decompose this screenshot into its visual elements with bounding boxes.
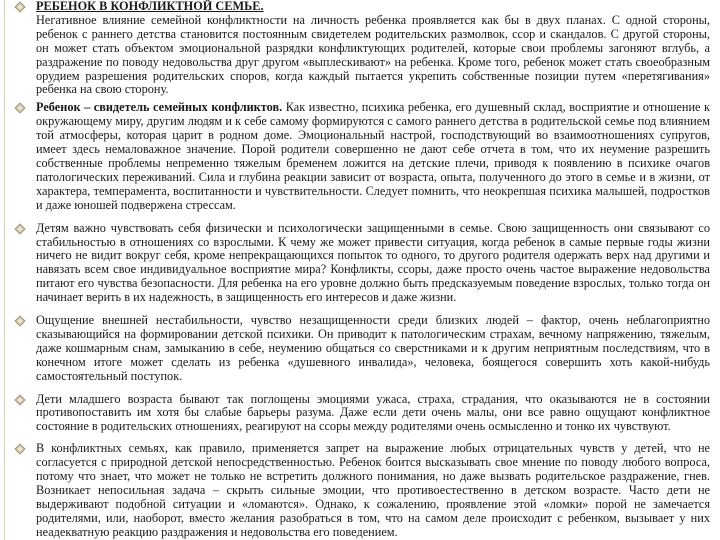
bullet-list [14,0,710,540]
diamond-bullet-icon [14,315,25,326]
paragraph-text: Как известно, психика ребенка, его душевный склад, восприятие и отношение к окружающему миру, другим людям и к себе самому формируются с самого раннего детства в родительской семье под влиянием той атмосферы, которая царит в родном доме. Эмоциональный настрой, господствующий во взаимоотношениях супругов, имеет здесь немаловажное значение. Порой родители совершенно не дают себе отчета в том, что их неумение разрешить собственные проблемы непременно тяжелым бременем ложится на детские плечи, приводя к появлению в психике очагов патологических переживаний. Сила и глубина реакции зависит от возраста, опыта, полученного до этого в семье и в жизни, от характера, темперамента, воспитанности и чувствительности. Следует помнить, что неокрепшая психика малышей, подростков и даже юношей подвержена стрессам. [36,100,711,212]
list-item [14,314,710,384]
paragraph-text: Детям важно чувствовать себя физически и психологически защищенными в семье. Свою защищенность они связывают со стабильностью в отношениях со взрослыми. К чему же может привести ситуация, когда ребенок в самые первые годы жизни ничего не видит вокруг себя, кроме непрекращающихся попыток то одного, то другого родителя одержать верх над другими и навязать всем свое индивидуальное восприятие мира? Конфликты, ссоры, даже просто очень частое выражение недовольства питают его чувства безопасности. Для ребенка на его уровне должно быть предсказуемым поведение взрослых, только тогда он начинает верить в их надежность, в защищенность его интересов и даже жизни. [36,220,710,305]
left-frame-line [4,0,5,540]
paragraph-lead: Ребенок – свидетель семейных конфликтов. [36,100,283,115]
paragraph-text: В конфликтных семьях, как правило, применяется запрет на выражение любых отрицательных чувств у детей, что не согласуется с природной детской непосредственностью. Ребенок боится высказывать свое мнение по поводу любого вопроса, потому что знает, что может не только не встретить должного понимания, но даже вызвать родительское раздражение, гнев. Возникает непосильная задача – скрыть сильные эмоции, что противоестественно в детском возрасте. Часто дети не выдерживают подобной ситуации и «ломаются». Однако, к сожалению, проявление этой «ломки» порой не замечается родителями, или, наоборот, вместо желания разобраться в том, что на самом деле происходит с ребенком, вызывает у них неадекватную реакцию раздражения и недовольства его поведением. [36,441,710,539]
list-item [14,101,710,212]
list-item [14,0,710,97]
diamond-bullet-icon [14,1,25,12]
diamond-bullet-icon [14,103,25,114]
list-item [14,442,710,539]
diamond-bullet-icon [14,394,25,405]
diamond-bullet-icon [14,444,25,455]
list-item [14,222,710,305]
paragraph-text: Дети младшего возраста бывают так поглощены эмоциями ужаса, страха, страдания, что оказываются не в состоянии противопоставить им хотя бы слабые барьеры разума. Даже если дети очень малы, они все равно ощущают конфликтное состояние в родительских отношениях, реагируют на ссоры между родителями очень осмысленно и тонко их чувствуют. [36,391,710,434]
paragraph-text: Негативное влияние семейной конфликтности на личность ребенка проявляется как бы в двух планах. С одной стороны, ребенок с раннего детства становится постоянным свидетелем родительских размолвок, ссор и скандалов. С другой стороны, он может стать объектом эмоциональной разрядки конфликтующих родителей, которые свои проблемы загоняют вглубь, а раздражение по поводу недовольства друг другом «выплескивают» на ребенка. Кроме того, ребенок может стать своеобразным орудием разрешения родительских споров, когда каждый пытается укрепить собственные позиции путем «перетягивания» ребенка на свою сторону. [36,12,710,97]
section-heading: РЕБЕНОК В КОНФЛИКТНОЙ СЕМЬЕ. [36,0,264,13]
diamond-bullet-icon [14,223,25,234]
list-item [14,393,710,435]
paragraph-text: Ощущение внешней нестабильности, чувство незащищенности среди близких людей – фактор, очень неблагоприятно сказывающийся на формировании детской психики. Он приводит к патологическим страхам, вечному напряжению, тяжелым, даже кошмарным снам, замыканию в себе, неумению общаться со сверстниками и к другим неприятным последствиям, что в конечном итоге может сделать из ребенка «душевного инвалида», человека, боящегося совершить хоть какой-нибудь самостоятельный поступок. [36,313,710,383]
